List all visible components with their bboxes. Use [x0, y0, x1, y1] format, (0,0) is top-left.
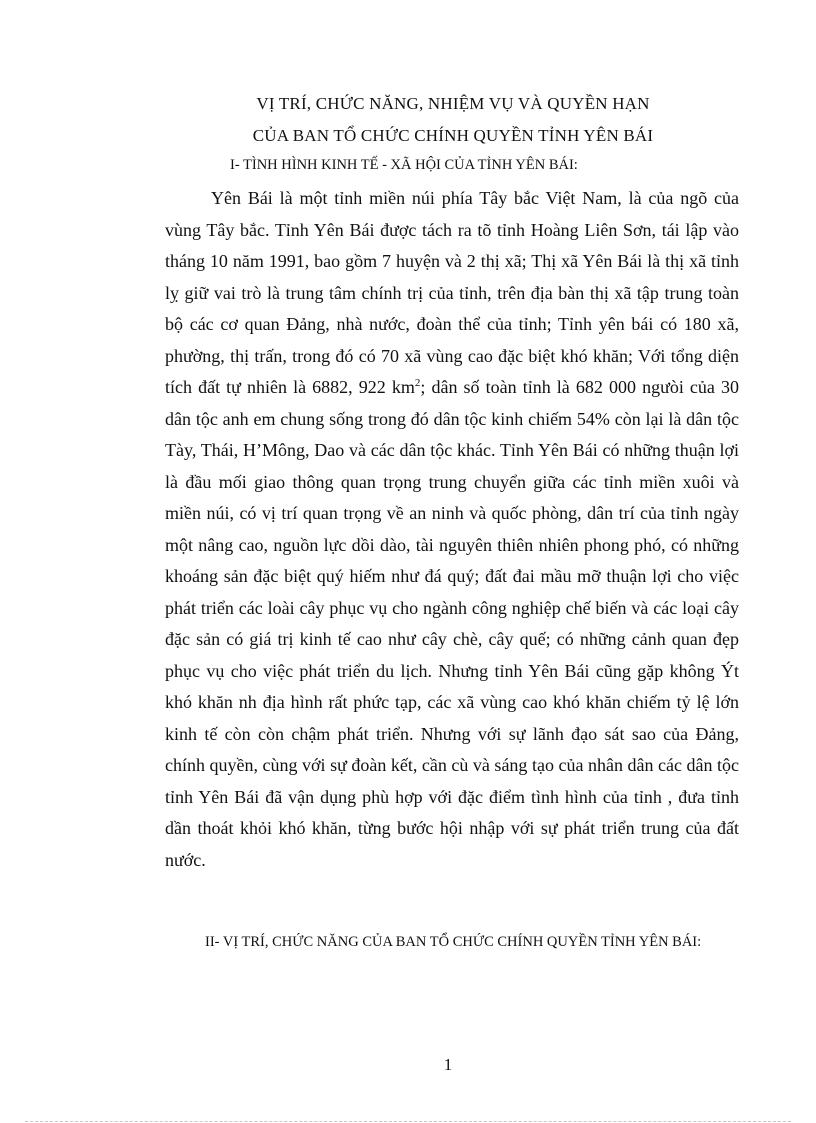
- page-number: 1: [443, 1055, 453, 1074]
- page-bottom-divider: [25, 1121, 791, 1122]
- body-paragraph-text-1: Yên Bái là một tỉnh miền núi phía Tây bắc Việt Nam, là của ngõ của vùng Tây bắc. Tỉnh Yên Bái được tách ra tõ tỉnh Hoàng Liên Sơn, tái lập vào tháng 10 năm 1991, bao gồm 7 huyện và 2 thị xã; Thị xã Yên Bái là thị xã tỉnh lỵ giữ vai trò là trung tâm chính trị của tỉnh, trên địa bàn thị xã tập trung toàn bộ các cơ quan Đảng, nhà nước, đoàn thể của tỉnh; Tỉnh yên bái có 180 xã, phường, thị trấn, trong đó có 70 xã vùng cao đặc biệt khó khăn; Với tổng diện tích đất tự nhiên là 6882, 922 km: [165, 188, 739, 397]
- area-unit-superscript: 2: [414, 377, 421, 389]
- document-title-line-2: CỦA BAN TỔ CHỨC CHÍNH QUYỀN TỈNH YÊN BÁI: [252, 126, 654, 145]
- body-paragraph: [165, 183, 739, 876]
- document-title-line-1: VỊ TRÍ, CHỨC NĂNG, NHIỆM VỤ VÀ QUYỀN HẠN: [256, 94, 650, 113]
- body-paragraph-text-2: ; dân số toàn tỉnh là 682 000 ngưòi của 30 dân tộc anh em chung sống trong đó dân tộc kinh chiếm 54% còn lại là dân tộc Tày, Thái, H’Mông, Dao và các dân tộc khác. Tỉnh Yên Bái có những thuận lợi là đầu mối giao thông quan trọng trung chuyển giữa các tỉnh miền xuôi và miền núi, có vị trí quan trọng về an ninh và quốc phòng, dân trí của tỉnh ngày một nâng cao, nguồn lực dồi dào, tài nguyên thiên nhiên phong phó, có những khoáng sản đặc biệt quý hiếm như đá quý; đất đai mầu mỡ thuận lợi cho việc phát triển các loài cây phục vụ cho ngành công nghiệp chế biến và các loại cây đặc sản có giá trị kinh tế cao như cây chè, cây quế; có những cảnh quan đẹp phục vụ cho việc phát triển du lịch. Nhưng tỉnh Yên Bái cũng gặp không Ýt khó khăn nh địa hình rất phức tạp, các xã vùng cao khó khăn chiếm tỷ lệ lớn kinh tế còn còn chậm phát triển. Nhưng với sự lãnh đạo sát sao của Đảng, chính quyền, cùng với sự đoàn kết, cần cù và sáng tạo của nhân dân các dân tộc tỉnh Yên Bái đã vận dụng phù hợp với đặc điểm tình hình của tỉnh , đưa tỉnh dần thoát khỏi khó khăn, từng bước hội nhập với sự phát triển trung của đất nước.: [165, 377, 739, 870]
- section-heading-1: I- TÌNH HÌNH KINH TẾ - XÃ HỘI CỦA TỈNH YÊN BÁI:: [230, 157, 578, 173]
- section-heading-2: II- VỊ TRÍ, CHỨC NĂNG CỦA BAN TỔ CHỨC CHÍNH QUYỀN TỈNH YÊN BÁI:: [205, 934, 702, 950]
